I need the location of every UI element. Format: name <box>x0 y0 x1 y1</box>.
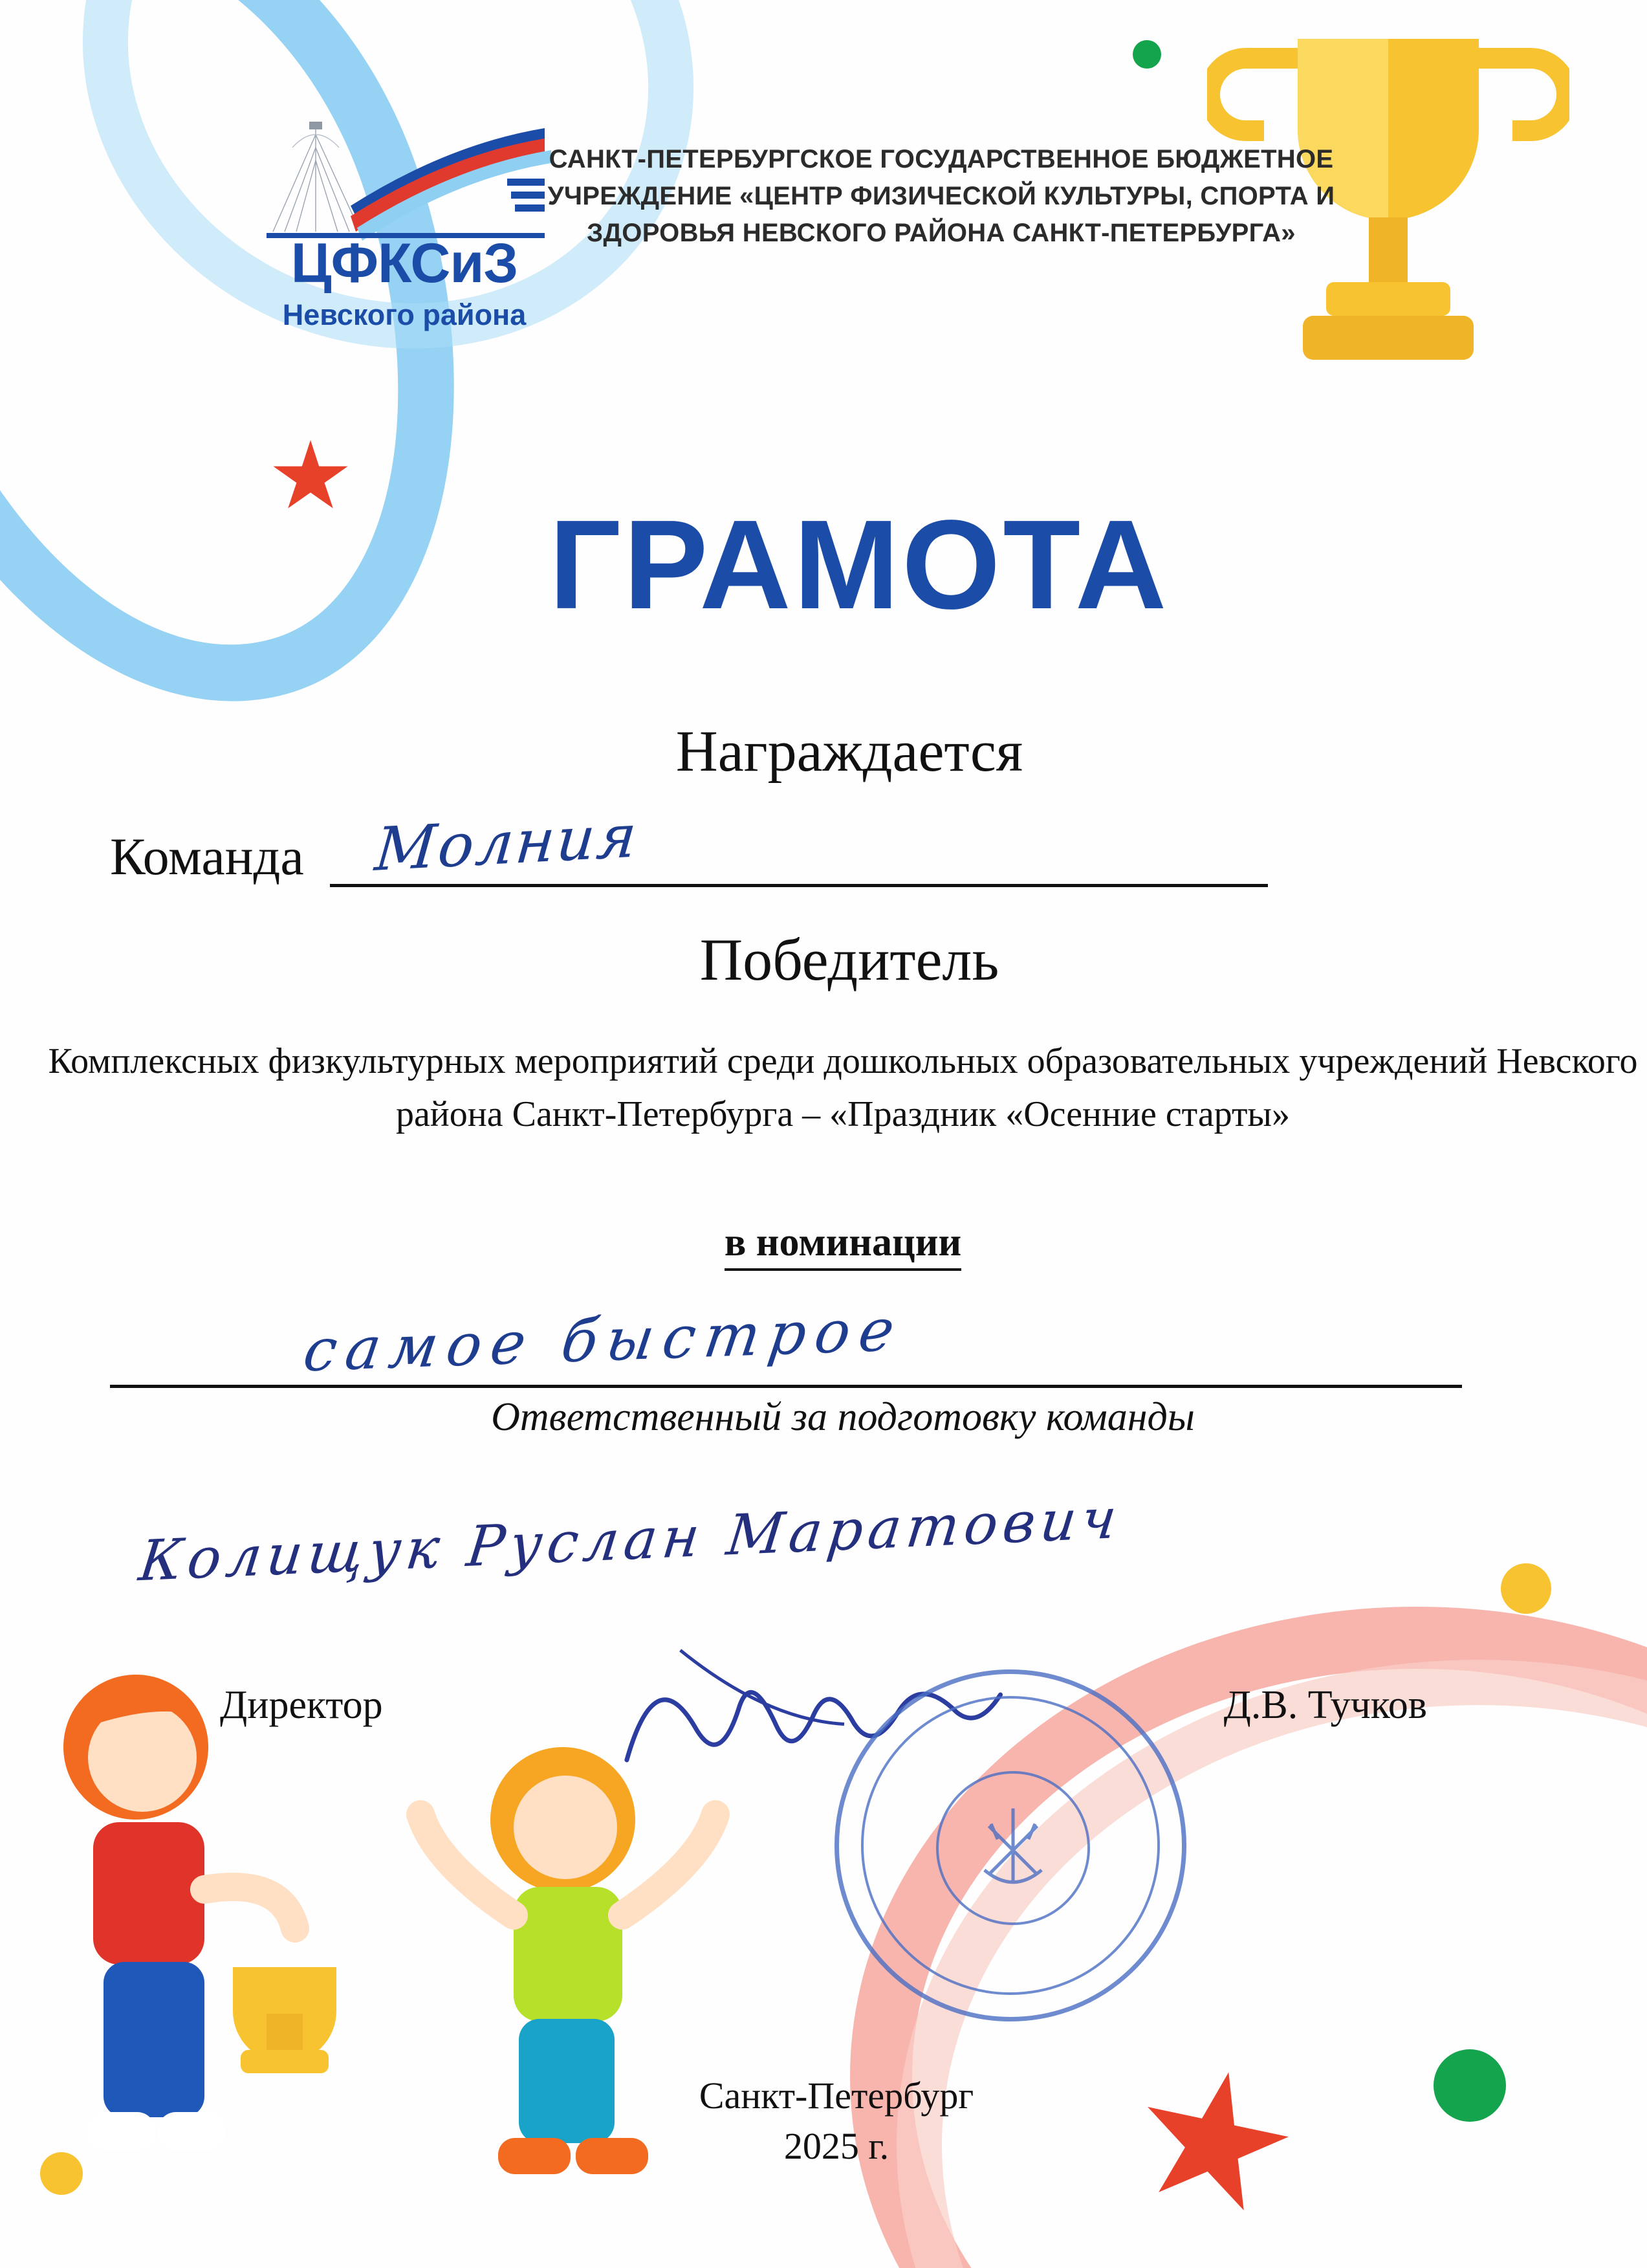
yellow-dot-icon <box>1501 1563 1551 1614</box>
signature-role: Директор <box>220 1683 383 1727</box>
signature-name: Д.В. Тучков <box>1223 1683 1427 1727</box>
nomination-value-line <box>110 1295 1462 1388</box>
city-year-block <box>0 2071 1647 2172</box>
team-value-line <box>330 801 1268 887</box>
bridge-logo-icon <box>254 109 558 245</box>
organization-name: САНКТ-ПЕТЕРБУРГСКОЕ ГОСУДАРСТВЕННОЕ БЮДЖЕТНОЕ УЧРЕЖДЕНИЕ «ЦЕНТР ФИЗИЧЕСКОЙ КУЛЬТУРЫ, СПОРТА И ЗДОРОВЬЯ НЕВСКОГО РАЙОНА САНКТ-ПЕТЕРБУРГА» <box>547 145 1335 247</box>
anchor-emblem-icon <box>958 1793 1068 1903</box>
year: 2025 г. <box>783 2125 889 2168</box>
team-value: Молния <box>372 801 642 885</box>
logo-sub-text: Невского района <box>282 298 527 331</box>
nomination-label: в номинации <box>725 1220 961 1271</box>
stamp-emblem <box>936 1771 1090 1925</box>
official-stamp-icon <box>834 1669 1186 2021</box>
event-description: Комплексных физкультурных мероприятий среди дошкольных образовательных учреждений Невского района Санкт-Петербурга – «Праздник «Осенние старты» <box>48 1041 1638 1134</box>
organization-logo <box>239 109 569 368</box>
team-label: Команда <box>110 827 304 886</box>
team-row <box>110 801 1268 887</box>
city: Санкт-Петербург <box>699 2075 974 2117</box>
trophy-icon <box>1207 0 1569 505</box>
awarded-label: Награждается <box>675 720 1023 784</box>
responsible-value: Колищук Руслан Маратович <box>135 1486 1126 1594</box>
place-label: Победитель <box>699 927 999 993</box>
logo-main-text: ЦФКСиЗ <box>290 232 518 294</box>
nomination-value: самое быстрое <box>299 1295 908 1385</box>
nomination-label-wrap <box>0 1220 1647 1266</box>
green-dot-icon <box>1133 40 1161 69</box>
page-title: ГРАМОТА <box>549 494 1170 635</box>
responsible-label: Ответственный за подготовку команды <box>491 1395 1195 1439</box>
